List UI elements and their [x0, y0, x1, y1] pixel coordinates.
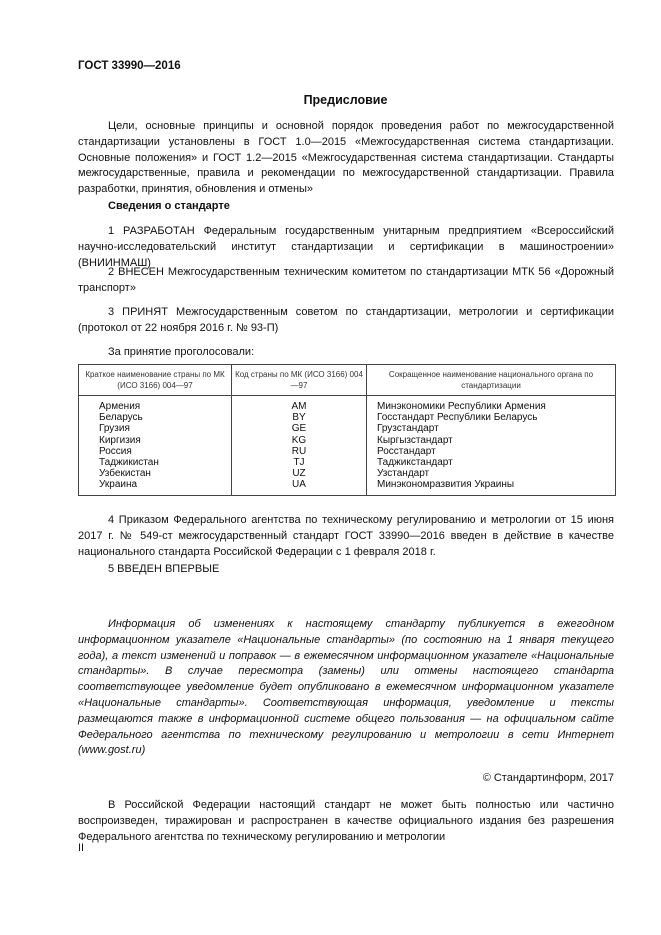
standards-body: Минэкономразвития Украины: [367, 479, 616, 495]
item-4-enacted: 4 Приказом Федерального агентства по техническому регулированию и метрологии от 15 июня 2017 г. № 549-ст межгосударственный стандарт ГОСТ 33990—2016 введен в действие в качестве национального стандарта Российской Федерации с 1 февраля 2018 г.: [78, 514, 614, 558]
page-number: II: [78, 842, 85, 854]
standard-code: ГОСТ 33990—2016: [78, 60, 181, 72]
header-country-name: Краткое наименование страны по МК (ИСО 3166) 004—97: [79, 365, 232, 396]
country-code: TJ: [232, 457, 367, 468]
section-heading: Сведения о стандарте: [108, 200, 230, 212]
voted-label: За принятие проголосовали:: [108, 346, 255, 358]
header-country-code: Код страны по МК (ИСО 3166) 004—97: [232, 365, 367, 396]
country-code: RU: [232, 446, 367, 457]
rights-notice: В Российской Федерации настоящий стандарт не может быть полностью или частично воспроизведен, тиражирован и распространен в качестве официального издания без разрешения Федерального агентства по техническому регулированию и метрологии: [78, 799, 614, 843]
voting-countries-table: [78, 364, 616, 496]
standards-body: Грузстандарт: [367, 423, 616, 434]
country-code: UZ: [232, 468, 367, 479]
country-code: GE: [232, 423, 367, 434]
table-row: [79, 446, 616, 457]
standards-body: Госстандарт Республики Беларусь: [367, 412, 616, 423]
country-name: Армения: [79, 396, 232, 413]
changes-information-note: Информация об изменениях к настоящему стандарту публикуется в ежегодном информационном указателе «Национальные стандарты» (по состоянию на 1 января текущего года), а текст изменений и поправок — в ежемесячном информационном указателе «Национальные стандарты». В случае пересмотра (замены) или отмены настоящего стандарта соответствующее уведомление будет опубликовано в ежемесячном информационном указателе «Национальные стандарты». Соответствующая информация, уведомление и тексты размещаются также в информационной системе общего пользования — на официальном сайте Федерального агентства по техническому регулированию и метрологии в сети Интернет (www.gost.ru): [78, 618, 614, 757]
country-name: Россия: [79, 446, 232, 457]
country-name: Киргизия: [79, 435, 232, 446]
country-code: KG: [232, 435, 367, 446]
country-name: Таджикистан: [79, 457, 232, 468]
country-name: Узбекистан: [79, 468, 232, 479]
table-header-row: [79, 365, 616, 396]
standards-body: Кыргызстандарт: [367, 435, 616, 446]
country-code: UA: [232, 479, 367, 495]
item-5-first-introduced: 5 ВВЕДЕН ВПЕРВЫЕ: [108, 563, 220, 575]
copyright: © Стандартинформ, 2017: [482, 772, 614, 784]
table-row: [79, 457, 616, 468]
country-name: Украина: [79, 479, 232, 495]
table-row: [79, 435, 616, 446]
table-row: [79, 423, 616, 434]
item-2-submitted: 2 ВНЕСЕН Межгосударственным техническим комитетом по стандартизации МТК 56 «Дорожный транспорт»: [78, 266, 614, 294]
table-row: [79, 412, 616, 423]
standards-body: Узстандарт: [367, 468, 616, 479]
item-3-adopted: 3 ПРИНЯТ Межгосударственным советом по стандартизации, метрологии и сертификации (протокол от 22 ноября 2016 г. № 93-П): [78, 306, 614, 334]
standards-body: Минэкономики Республики Армения: [367, 396, 616, 413]
standards-body: Росстандарт: [367, 446, 616, 457]
table-row: [79, 468, 616, 479]
country-name: Беларусь: [79, 412, 232, 423]
country-code: BY: [232, 412, 367, 423]
standards-body: Таджикстандарт: [367, 457, 616, 468]
header-standards-body: Сокращенное наименование национального органа по стандартизации: [367, 365, 616, 396]
page-title: Предисловие: [303, 93, 388, 107]
intro-paragraph: Цели, основные принципы и основной порядок проведения работ по межгосударственной стандартизации установлены в ГОСТ 1.0—2015 «Межгосударственная система стандартизации. Основные положения» и ГОСТ 1.2—2015 «Межгосударственная система стандартизации. Стандарты межгосударственные, правила и рекомендации по межгосударственной стандартизации. Правила разработки, принятия, обновления и отмены»: [78, 120, 614, 196]
table-row: [79, 396, 616, 413]
item-1-developed: 1 РАЗРАБОТАН Федеральным государственным унитарным предприятием «Всероссийский научно-исследовательский институт стандартизации и сертификации в машиностроении» (ВНИИНМАШ): [78, 225, 614, 269]
country-name: Грузия: [79, 423, 232, 434]
country-code: AM: [232, 396, 367, 413]
table-row: [79, 479, 616, 495]
